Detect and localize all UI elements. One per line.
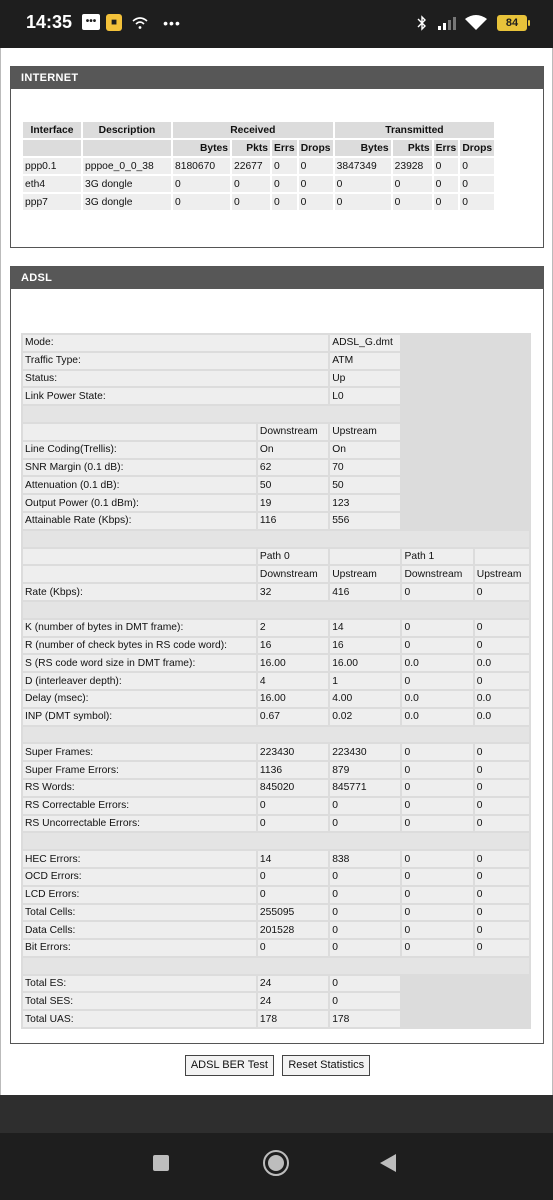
table-row: Output Power (0.1 dBm): 19 123 <box>23 495 529 511</box>
cellular-signal-icon <box>436 14 458 32</box>
col-transmitted: Transmitted <box>335 122 495 138</box>
table-row: Super Frames: 223430 223430 0 0 <box>23 744 529 760</box>
table-row: Path 0 Path 1 <box>23 549 529 565</box>
table-row: Super Frame Errors: 1136 879 0 0 <box>23 762 529 778</box>
table-row: ppp7 3G dongle 0 0 0 0 0 0 0 0 <box>23 194 494 210</box>
recent-apps-icon[interactable] <box>153 1155 169 1171</box>
android-nav-bar <box>0 1095 553 1200</box>
mode-value: ADSL_G.dmt <box>330 335 400 351</box>
table-row: Downstream Upstream Downstream Upstream <box>23 566 529 582</box>
table-row <box>23 335 529 351</box>
table-row: Traffic Type: ATM <box>23 353 529 369</box>
back-icon[interactable] <box>380 1154 396 1172</box>
status-bar <box>0 0 553 48</box>
col-rx-drops: Drops <box>299 140 333 156</box>
table-row: Data Cells: 201528 0 0 0 <box>23 922 529 938</box>
col-interface: Interface <box>23 122 81 138</box>
table-row: Attenuation (0.1 dB): 50 50 <box>23 477 529 493</box>
wifi-question-icon <box>130 14 150 32</box>
table-row: Line Coding(Trellis): On On <box>23 442 529 458</box>
wifi-icon <box>464 14 488 32</box>
internet-section <box>10 66 544 248</box>
interface-stats-table <box>21 120 496 212</box>
table-row: Total SES: 24 0 <box>23 993 529 1009</box>
col-rx-errs: Errs <box>272 140 297 156</box>
table-row: OCD Errors: 0 0 0 0 <box>23 869 529 885</box>
table-row: Rate (Kbps): 32 416 0 0 <box>23 584 529 600</box>
adsl-ber-test-button[interactable]: ADSL BER Test <box>185 1055 274 1076</box>
col-tx-pkts: Pkts <box>393 140 432 156</box>
table-row: Bit Errors: 0 0 0 0 <box>23 940 529 956</box>
table-row: ppp0.1 pppoe_0_0_38 8180670 22677 0 0 3847349 23928 0 0 <box>23 158 494 174</box>
table-row: Downstream Upstream <box>23 424 529 440</box>
table-row: S (RS code word size in DMT frame): 16.00 16.00 0.0 0.0 <box>23 655 529 671</box>
table-row: Link Power State: L0 <box>23 388 529 404</box>
mode-label: Mode: <box>23 335 328 351</box>
table-row: D (interleaver depth): 4 1 0 0 <box>23 673 529 689</box>
table-row: eth4 3G dongle 0 0 0 0 0 0 0 0 <box>23 176 494 192</box>
home-icon[interactable] <box>263 1150 289 1176</box>
message-icon: ••• <box>82 14 100 30</box>
col-description: Description <box>83 122 171 138</box>
table-row: RS Uncorrectable Errors: 0 0 0 0 <box>23 816 529 832</box>
table-row: INP (DMT symbol): 0.67 0.02 0.0 0.0 <box>23 709 529 725</box>
table-row: Total Cells: 255095 0 0 0 <box>23 905 529 921</box>
col-tx-drops: Drops <box>460 140 494 156</box>
col-tx-bytes: Bytes <box>335 140 391 156</box>
router-status-page <box>0 48 553 1095</box>
col-tx-errs: Errs <box>434 140 459 156</box>
col-rx-pkts: Pkts <box>232 140 270 156</box>
reset-statistics-button[interactable]: Reset Statistics <box>282 1055 370 1076</box>
table-row: SNR Margin (0.1 dB): 62 70 <box>23 460 529 476</box>
app-notification-icon: ■ <box>106 14 122 31</box>
battery-icon: 84 <box>497 15 527 31</box>
col-rx-bytes: Bytes <box>173 140 230 156</box>
table-row: Attainable Rate (Kbps): 116 556 <box>23 513 529 529</box>
internet-section-title: INTERNET <box>11 67 543 89</box>
table-row: Status: Up <box>23 371 529 387</box>
table-row: Delay (msec): 16.00 4.00 0.0 0.0 <box>23 691 529 707</box>
adsl-stats-table <box>21 333 531 1029</box>
table-row: RS Words: 845020 845771 0 0 <box>23 780 529 796</box>
action-bar <box>1 1055 553 1076</box>
table-row: Total UAS: 178 178 <box>23 1011 529 1027</box>
more-notifications-icon: ••• <box>163 15 181 31</box>
table-row: LCD Errors: 0 0 0 0 <box>23 887 529 903</box>
adsl-section-title: ADSL <box>11 267 543 289</box>
col-received: Received <box>173 122 333 138</box>
table-row: Total ES: 24 0 <box>23 976 529 992</box>
table-row: HEC Errors: 14 838 0 0 <box>23 851 529 867</box>
table-row: RS Correctable Errors: 0 0 0 0 <box>23 798 529 814</box>
clock: 14:35 <box>26 12 73 32</box>
table-row: K (number of bytes in DMT frame): 2 14 0 0 <box>23 620 529 636</box>
adsl-section <box>10 266 544 1044</box>
table-row: R (number of check bytes in RS code word): 16 16 0 0 <box>23 638 529 654</box>
bluetooth-icon <box>414 14 430 32</box>
